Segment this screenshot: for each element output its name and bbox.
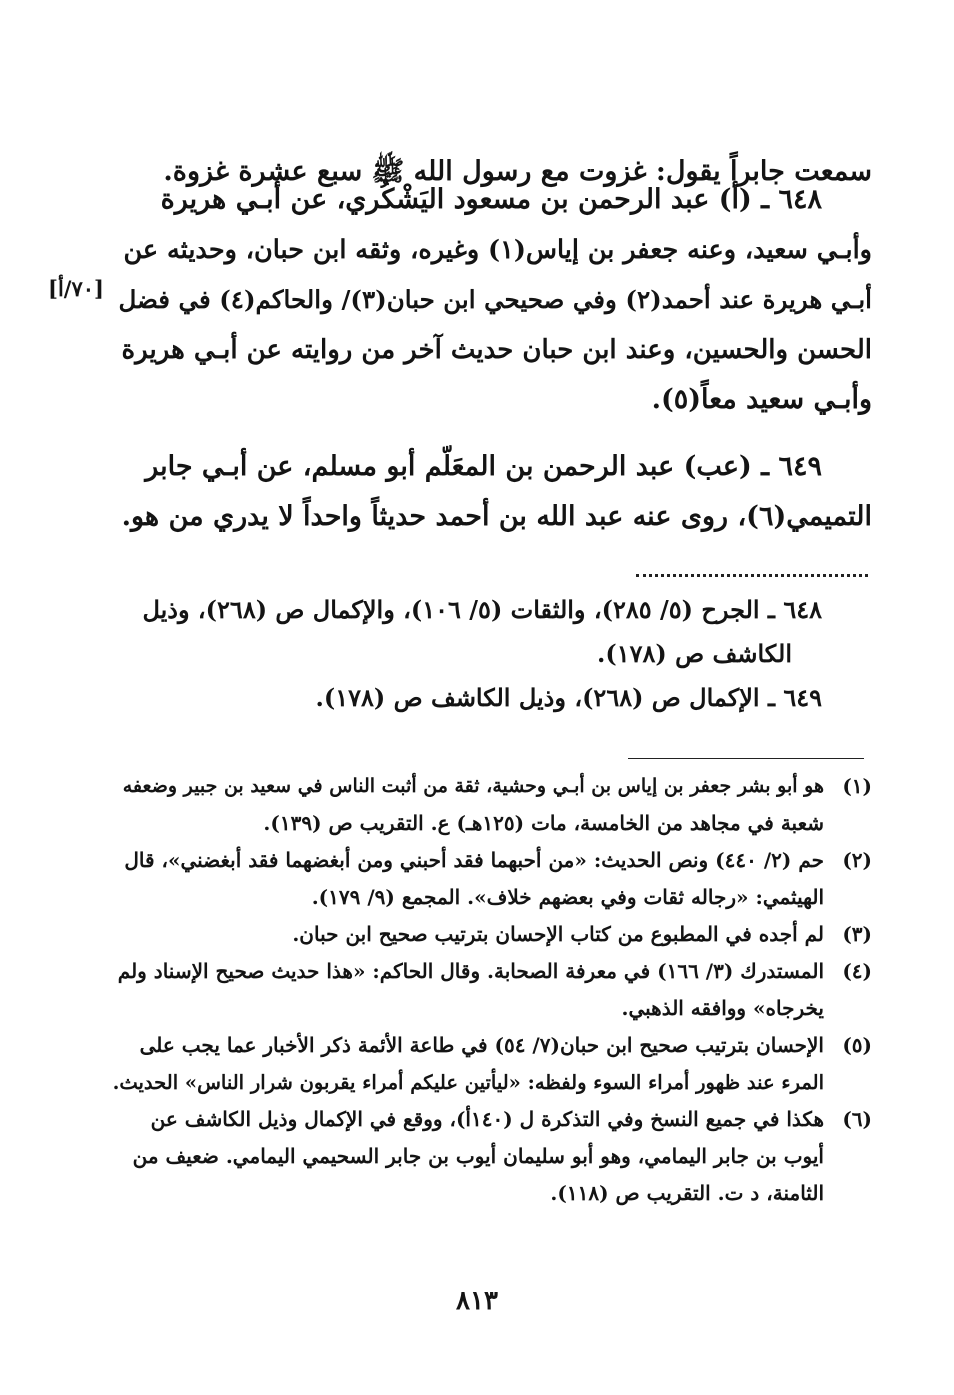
- footnote-number: (٥): [842, 1033, 872, 1057]
- footnote-number: (٦): [842, 1107, 872, 1131]
- entry-648-line: وأبـي سعيد معاً(٥).: [651, 384, 872, 415]
- entry-649-line: التميمي(٦)، روى عنه عبد الله بن أحمد حديثاً واحداً لا يدري من هو.: [121, 501, 872, 532]
- footnote-line: الهيثمي: «رجاله ثقات وفي بعضهم خلاف». المجمع (٩/ ١٧٩).: [311, 885, 824, 909]
- footnote-line: الثامنة، د ت. التقريب ص (١١٨).: [550, 1181, 824, 1205]
- footnote-line: المرء عند ظهور أمراء السوء ولفظه: «ليأتين عليكم أمراء يقربون شرار الناس» الحديث.: [112, 1071, 824, 1094]
- footnote-3: [112, 916, 872, 953]
- dotted-separator: [636, 574, 868, 577]
- footnote-line: شعبة في مجاهد من الخامسة، مات (١٢٥هـ) ع. التقريب ص (١٣٩).: [263, 811, 824, 835]
- footnote-line: حم (٢/ ٤٤٠) ونص الحديث: «من أحبهما فقد أحبني ومن أبغضهما فقد أبغضني»، قال: [124, 848, 824, 872]
- reference-648: ٦٤٨ ـ الجرح (٥/ ٢٨٥)، والثقات (٥/ ١٠٦)، والإكمال ص (٢٦٨)، وذيل: [142, 595, 822, 624]
- footnote-4: [112, 953, 872, 1027]
- page-number: ٨١٣: [456, 1286, 498, 1316]
- entry-648-line: ٦٤٨ ـ (أ) عبد الرحمن بن مسعود اليَشْكُري، عن أبـي هريرة: [160, 184, 822, 215]
- manuscript-folio-mark: [٧٠/أ]: [48, 276, 104, 301]
- footnote-1: [112, 768, 872, 842]
- footnote-line: لم أجده في المطبوع من كتاب الإحسان بترتيب صحيح ابن حبان.: [292, 922, 824, 946]
- footnote-number: (٤): [842, 959, 872, 983]
- entry-649-line: ٦٤٩ ـ (عب) عبد الرحمن بن المعَلّم أبو مسلم، عن أبـي جابر: [145, 451, 822, 482]
- reference-648-cont: الكاشف ص (١٧٨).: [597, 639, 792, 668]
- footnote-line: الإحسان بترتيب صحيح ابن حبان(٧/ ٥٤) في طاعة الأئمة ذكر الأخبار عما يجب على: [139, 1033, 824, 1057]
- footnote-5: [112, 1027, 872, 1101]
- footnote-line: أيوب بن جابر اليمامي، وهو أبو سليمان أيوب بن جابر السحيمي اليمامي. ضعيف من: [132, 1144, 824, 1168]
- footnote-line: يخرجاه» ووافقه الذهبي.: [621, 996, 824, 1020]
- footnote-line: هو أبو بشر جعفر بن إياس بن أبـي وحشية، ثقة من أثبت الناس في سعيد بن جبير وضعفه: [122, 775, 824, 797]
- footnote-number: (٢): [842, 848, 872, 872]
- footnote-number: (١): [842, 774, 872, 798]
- entry-649: [112, 442, 872, 542]
- entry-648: [112, 175, 872, 425]
- entry-648-line: الحسن والحسين، وعند ابن حبان حديث آخر من روايته عن أبـي هريرة: [121, 335, 872, 365]
- footnote-2: [112, 842, 872, 916]
- reference-649: ٦٤٩ ـ الإكمال ص (٢٦٨)، وذيل الكاشف ص (١٧٨).: [315, 683, 822, 712]
- footnote-rule: [628, 758, 864, 759]
- references-block: [112, 588, 872, 720]
- continuation-line: سمعت جابراً يقول: غزوت مع رسول الله ﷺ سبع عشرة غزوة.: [163, 156, 872, 187]
- footnote-number: (٣): [842, 922, 872, 946]
- entry-648-line: أبـي هريرة عند أحمد(٢) وفي صحيحي ابن حبان(٣)/ والحاكم(٤) في فضل: [118, 285, 872, 314]
- footnote-line: المستدرك (٣/ ١٦٦) في معرفة الصحابة. وقال الحاكم: «هذا حديث صحيح الإسناد ولم: [117, 959, 824, 983]
- footnote-line: هكذا في جميع النسخ وفي التذكرة ل (١٤٠أ)، ووقع في الإكمال وذيل الكاشف عن: [150, 1107, 824, 1131]
- footnote-6: [112, 1101, 872, 1212]
- footnotes: [112, 768, 872, 1212]
- entry-648-line: وأبـي سعيد، وعنه جعفر بن إياس(١) وغيره، وثقه ابن حبان، وحديثه عن: [123, 235, 872, 265]
